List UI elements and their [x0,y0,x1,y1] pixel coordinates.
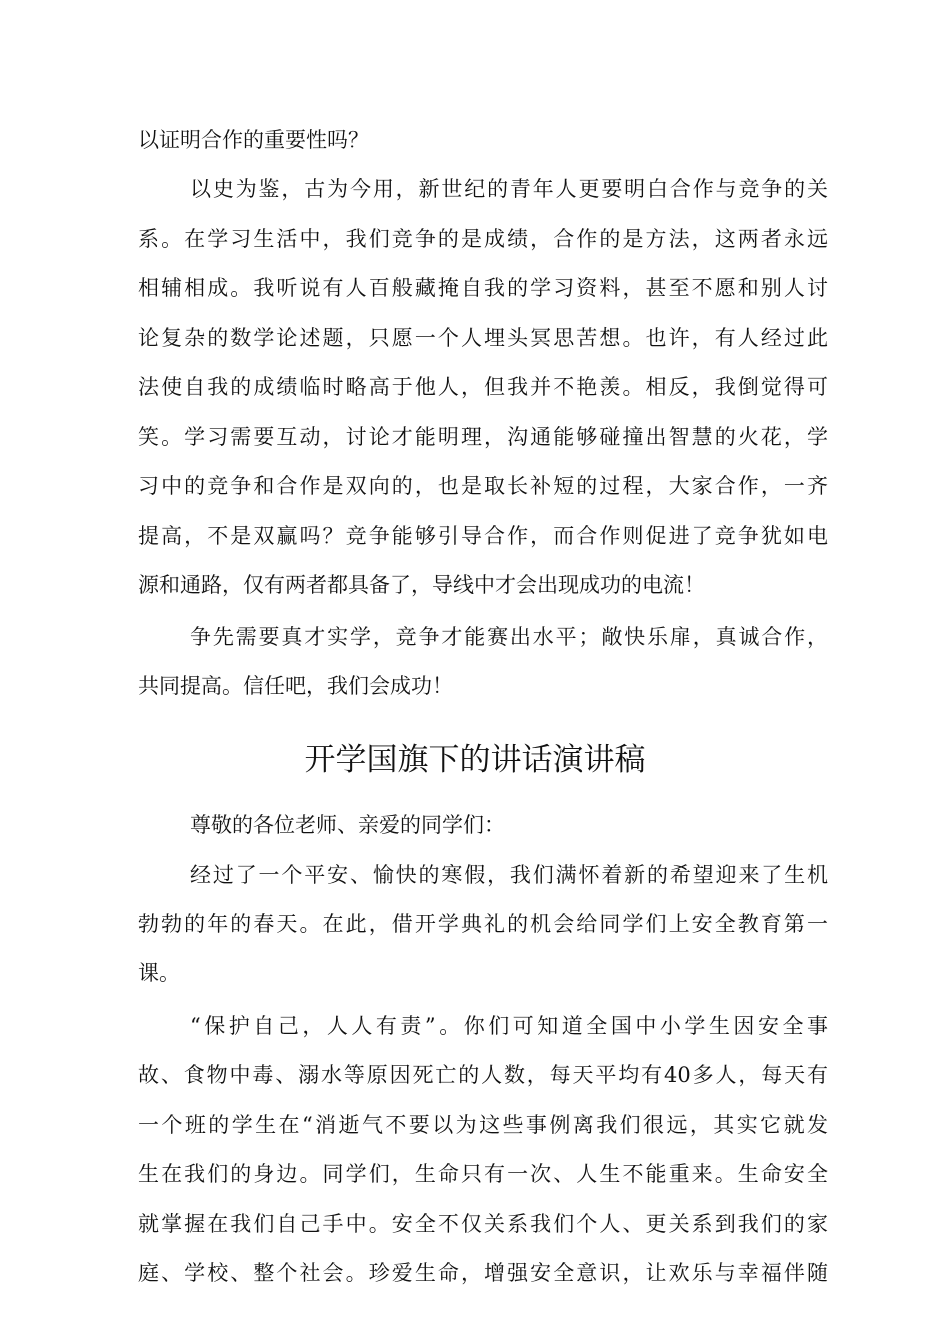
paragraph-line: 以史为鉴，古为今用，新世纪的青年人更要明白合作与竞争的关 [190,177,828,201]
paragraph-line: 笑。学习需要互动，讨论才能明理，沟通能够碰撞出智慧的火花，学 [138,425,828,449]
paragraph-line: 经过了一个平安、愉快的寒假，我们满怀着新的希望迎来了生机 [190,863,828,887]
paragraph-line: 课。 [138,961,180,985]
paragraph-line: 共同提高。信任吧，我们会成功！ [138,674,453,698]
paragraph-line: 论复杂的数学论述题，只愿一个人埋头冥思苦想。也许，有人经过此 [138,326,828,350]
paragraph-line: 系。在学习生活中，我们竞争的是成绩，合作的是方法，这两者永远 [138,227,828,251]
paragraph-line: 生在我们的身边。同学们，生命只有一次、人生不能重来。生命安全 [138,1162,828,1186]
paragraph-line: 故、食物中毒、溺水等原因死亡的人数，每天平均有40多人，每天有 [138,1063,828,1087]
paragraph-line: 法使自我的成绩临时略高于他人，但我并不艳羡。相反，我倒觉得可 [138,375,828,399]
paragraph-line: 争先需要真才实学，竞争才能赛出水平；敞快乐扉，真诚合作， [190,625,828,649]
paragraph-line: 相辅相成。我听说有人百般藏掩自我的学习资料，甚至不愿和别人讨 [138,276,828,300]
paragraph-line: 一个班的学生在“消逝气不要以为这些事例离我们很远，其实它就发 [138,1113,828,1137]
paragraph-line: 以证明合作的重要性吗？ [138,128,369,152]
paragraph-line: “保护自己，人人有责”。你们可知道全国中小学生因安全事 [190,1014,828,1038]
salutation-line: 尊敬的各位老师、亲爱的同学们： [190,813,505,837]
paragraph-line: 庭、学校、整个社会。珍爱生命，增强安全意识，让欢乐与幸福伴随 [138,1261,828,1285]
paragraph-line: 就掌握在我们自己手中。安全不仅关系我们个人、更关系到我们的家 [138,1212,828,1236]
speech-title: 开学国旗下的讲话演讲稿 [304,742,646,778]
paragraph-line: 源和通路，仅有两者都具备了，导线中才会出现成功的电流！ [138,573,705,597]
paragraph-line: 习中的竞争和合作是双向的，也是取长补短的过程，大家合作，一齐 [138,474,828,498]
paragraph-line: 提高，不是双赢吗？竞争能够引导合作，而合作则促进了竞争犹如电 [138,524,828,548]
paragraph-line: 勃勃的年的春天。在此，借开学典礼的机会给同学们上安全教育第一 [138,912,828,936]
